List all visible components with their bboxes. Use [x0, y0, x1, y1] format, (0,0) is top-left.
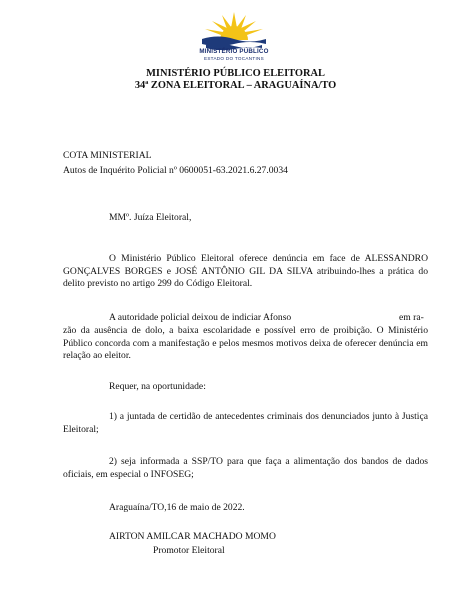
- signer-name: AIRTON AMILCAR MACHADO MOMO: [109, 531, 276, 542]
- doc-heading: COTA MINISTERIAL: [63, 150, 152, 161]
- paragraph-complaint: O Ministério Público Eleitoral oferece denúncia em face de ALESSANDRO GONÇALVES BORGES e JOSÉ ANTÔNIO GIL DA SILVA atribuindo-lhes a prática do delito previsto no artigo 299 do Código Eleitoral.: [63, 253, 428, 290]
- request-item-2: 2) seja informada a SSP/TO para que faça a alimentação dos bandos de dados oficiais, em especial o INFOSEG;: [63, 456, 428, 480]
- sun-emblem-icon: [186, 8, 282, 50]
- paragraph-police-body: zão da ausência de dolo, a baixa escolaridade e possível erro de proibição. O Ministério Público concorda com a manifestação e pelos mesmos motivos deixa de oferecer denúncia em relação ao eleitor.: [63, 325, 428, 362]
- header-line-1: MINISTÉRIO PÚBLICO ELEITORAL: [146, 68, 325, 79]
- requests-intro: Requer, na oportunidade:: [109, 381, 206, 392]
- place-and-date: Araguaína/TO,16 de maio de 2022.: [109, 502, 245, 513]
- signer-role: Promotor Eleitoral: [153, 545, 225, 556]
- case-reference: Autos de Inquérito Policial nº 0600051-63.2021.6.27.0034: [63, 165, 288, 176]
- salutation: MMº. Juíza Eleitoral,: [109, 212, 192, 223]
- request-item-1: 1) a juntada de certidão de antecedentes criminais dos denunciados junto à Justiça Eleitoral;: [63, 411, 428, 435]
- paragraph-police-start: A autoridade policial deixou de indiciar Afonso: [109, 312, 292, 323]
- logo-org-name: MINISTÉRIO PÚBLICO: [199, 48, 269, 55]
- header-line-2: 34ª ZONA ELEITORAL – ARAGUAÍNA/TO: [134, 80, 337, 91]
- logo-org-subtitle: ESTADO DO TOCANTINS: [203, 56, 265, 61]
- paragraph-police-continuation: em ra-: [399, 312, 424, 323]
- ministerio-publico-logo: [186, 8, 282, 64]
